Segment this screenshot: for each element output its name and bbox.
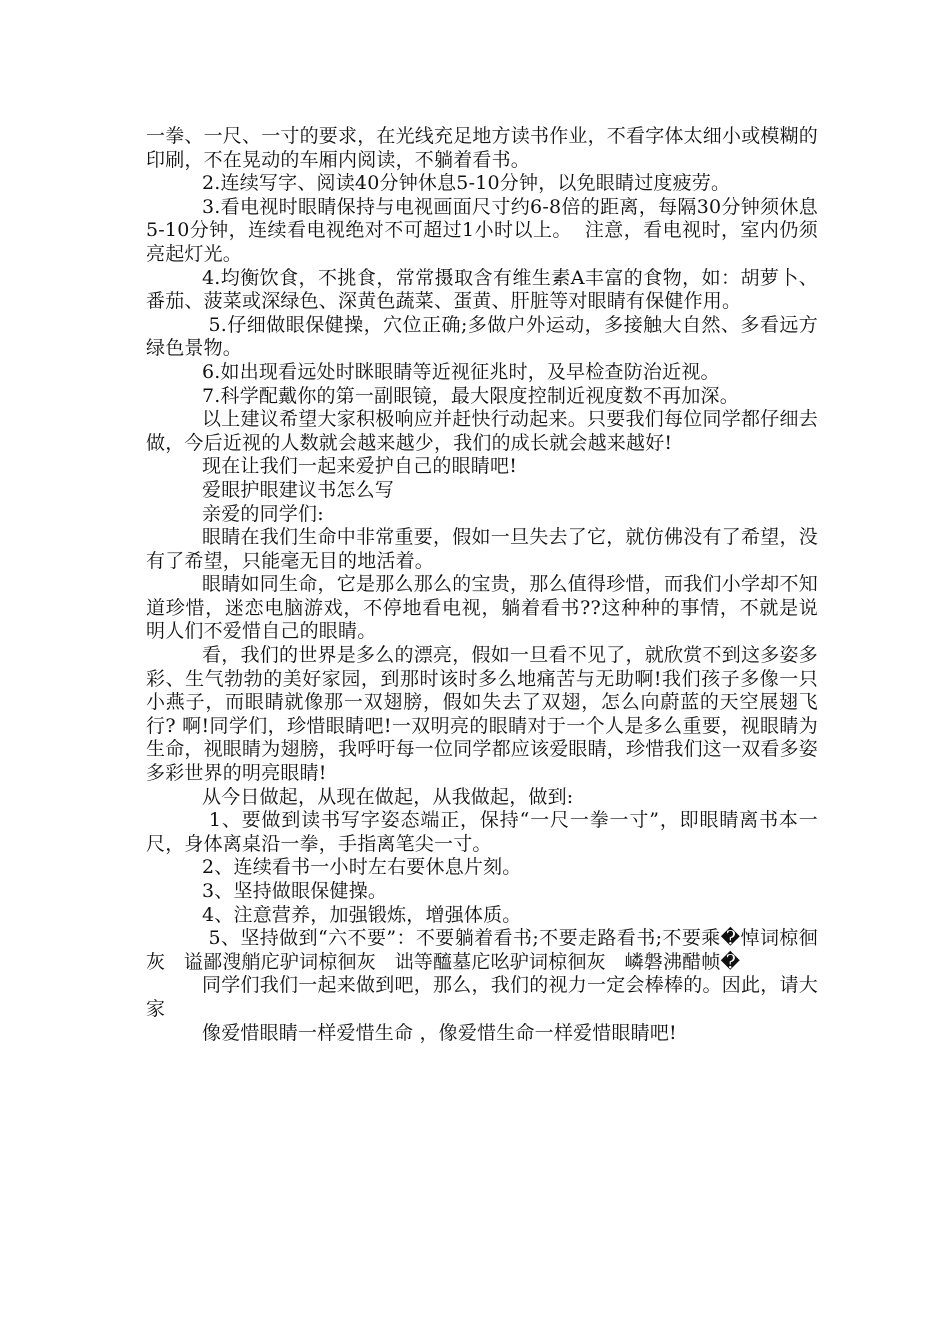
paragraph-7: 7.科学配戴你的第一副眼镜，最大限度控制近视度数不再加深。 (202, 384, 739, 407)
document-body (146, 125, 818, 1045)
paragraph-11: 亲爱的同学们: (202, 502, 324, 525)
paragraph-12: 眼睛在我们生命中非常重要，假如一旦失去了它，就仿佛没有了希望，没有了希望，只能毫无目的地活着。 (146, 526, 818, 572)
paragraph-2: 2.连续写字、阅读40分钟休息5-10分钟，以免眼睛过度疲劳。 (202, 172, 731, 195)
paragraph-16: 1、要做到读书写字姿态端正，保持“一尺一拳一寸”，即眼睛离书本一尺，身体离桌沿一拳，手指离笔尖一寸。 (146, 809, 818, 855)
paragraph-4: 4.均衡饮食，不挑食，常常摄取含有维生素A丰富的食物，如：胡萝卜、番茄、菠菜或深绿色、深黄色蔬菜、蛋黄、肝脏等对眼睛有保健作用。 (146, 266, 818, 313)
paragraph-5: 5.仔细做眼保健操，穴位正确;多做户外运动，多接触大自然、多看远方绿色景物。 (146, 313, 818, 360)
paragraph-13: 眼睛如同生命，它是那么那么的宝贵，那么值得珍惜，而我们小学却不知道珍惜，迷恋电脑游戏，不停地看电视，躺着看书??这种种的事情，不就是说明人们不爱惜自己的眼睛。 (146, 573, 818, 643)
paragraph-3: 3.看电视时眼睛保持与电视画面尺寸约6-8倍的距离，每隔30分钟须休息5-10分钟，连续看电视绝对不可超过1小时以上。 注意，看电视时，室内仍须亮起灯光。 (146, 195, 818, 265)
paragraph-1: 一拳、一尺、一寸的要求，在光线充足地方读书作业，不看字体太细小或模糊的印刷，不在晃动的车厢内阅读，不躺着看书。 (146, 125, 819, 171)
paragraph-20: 5、坚持做到“六不要”：不要躺着看书;不要走路看书;不要乘�悼词椋徊灰 谥鄙溲艄庀驴词椋徊灰 诎等醯墓庀吆驴词椋徊灰 嶙磐沸醋帧� (146, 927, 818, 973)
paragraph-18: 3、坚持做眼保健操。 (202, 880, 388, 902)
paragraph-15: 从今日做起，从现在做起，从我做起，做到: (202, 785, 574, 808)
paragraph-6: 6.如出现看远处时眯眼睛等近视征兆时，及早检查防治近视。 (202, 360, 720, 383)
paragraph-17: 2、连续看书一小时左右要休息片刻。 (202, 856, 522, 879)
paragraph-21: 同学们我们一起来做到吧，那么，我们的视力一定会棒棒的。因此，请大家 (146, 974, 818, 1020)
paragraph-19: 4、注意营养，加强锻炼，增强体质。 (202, 903, 522, 926)
paragraph-10: 爱眼护眼建议书怎么写 (202, 478, 395, 501)
paragraph-22: 像爱惜眼睛一样爱惜生命 ，像爱惜生命一样爱惜眼睛吧! (202, 1021, 677, 1044)
paragraph-9: 现在让我们一起来爱护自己的眼睛吧! (202, 455, 518, 478)
paragraph-8: 以上建议希望大家积极响应并赶快行动起来。只要我们每位同学都仔细去做，今后近视的人数就会越来越少，我们的成长就会越来越好! (146, 408, 818, 454)
paragraph-14: 看，我们的世界是多么的漂亮，假如一旦看不见了，就欣赏不到这多姿多彩、生气勃勃的美好家园，到那时该时多么地痛苦与无助啊!我们孩子多像一只小燕子，而眼睛就像那一双翅膀，假如失去了双翅，怎么向蔚蓝的天空展翅飞行? 啊!同学们，珍惜眼睛吧!一双明亮的眼睛对于一个人是多么重要，视眼睛为生命，视眼睛为翅膀，我呼吁每一位同学都应该爱眼睛，珍惜我们这一双看多姿多彩世界的明亮眼睛! (146, 644, 819, 785)
